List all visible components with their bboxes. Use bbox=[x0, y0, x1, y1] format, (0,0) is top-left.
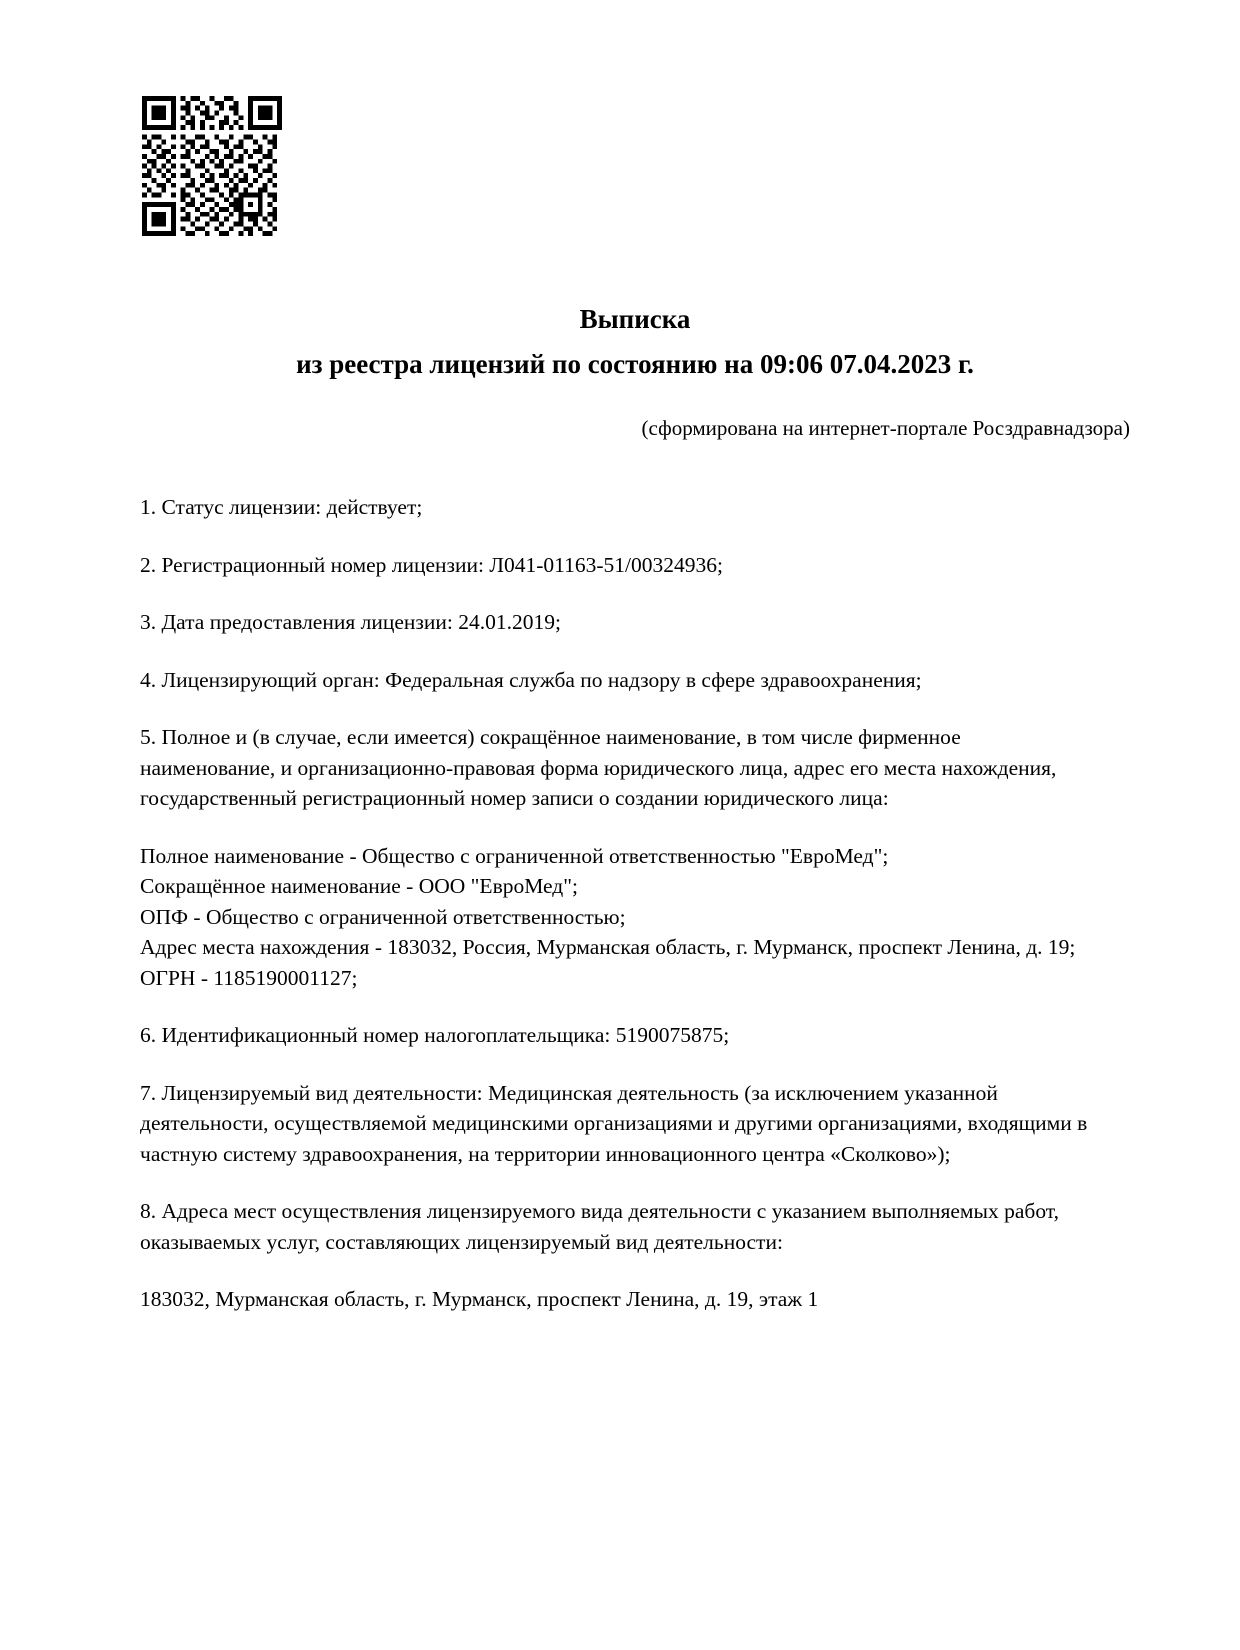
item-addresses-heading: 8. Адреса мест осуществления лицензируемого вида деятельности с указанием выполняемых работ, оказываемых услуг, составляющих лицензируемый вид деятельности: bbox=[140, 1199, 1065, 1254]
item-taxpayer-number: 6. Идентификационный номер налогоплательщика: 5190075875; bbox=[140, 1023, 730, 1048]
item-activity-type: 7. Лицензируемый вид деятельности: Медицинская деятельность (за исключением указанной деятельности, осуществляемой медицинскими организациями и другими организациями, входящими в частную систему здравоохранения, на территории инновационного центра «Сколково»); bbox=[140, 1080, 1093, 1166]
entity-short-name: Сокращённое наименование - ООО "ЕвроМед"; bbox=[140, 874, 578, 899]
item-grant-date: 3. Дата предоставления лицензии: 24.01.2019; bbox=[140, 610, 561, 635]
item-registration-number: 2. Регистрационный номер лицензии: Л041-01163-51/00324936; bbox=[140, 552, 723, 577]
title-line-1: Выписка bbox=[579, 304, 691, 334]
document-body bbox=[140, 492, 1095, 1315]
item-licensing-authority: 4. Лицензирующий орган: Федеральная служба по надзору в сфере здравоохранения; bbox=[140, 667, 922, 692]
entity-legal-form: ОПФ - Общество с ограниченной ответственностью; bbox=[140, 904, 626, 929]
entity-full-name: Полное наименование - Общество с ограниченной ответственностью "ЕвроМед"; bbox=[140, 843, 889, 868]
document-subtitle: (сформирована на интернет-портале Росздравнадзора) bbox=[641, 416, 1130, 440]
activity-address: 183032, Мурманская область, г. Мурманск, проспект Ленина, д. 19, этаж 1 bbox=[140, 1287, 819, 1312]
entity-address: Адрес места нахождения - 183032, Россия, Мурманская область, г. Мурманск, проспект Ленина, д. 19; bbox=[140, 935, 1076, 960]
document-title bbox=[140, 306, 1130, 378]
item-status: 1. Статус лицензии: действует; bbox=[140, 495, 423, 519]
qr-code-image bbox=[142, 96, 282, 236]
entity-ogrn: ОГРН - 1185190001127; bbox=[140, 965, 358, 990]
item-entity-heading: 5. Полное и (в случае, если имеется) сокращённое наименование, в том числе фирменное наименование, и организационно-правовая форма юридического лица, адрес его места нахождения, государственный регистрационный номер записи о создании юридического лица: bbox=[140, 725, 1062, 811]
title-line-2: из реестра лицензий по состоянию на 09:06 07.04.2023 г. bbox=[296, 349, 974, 379]
entity-details bbox=[140, 841, 1095, 994]
qr-code bbox=[142, 96, 282, 236]
